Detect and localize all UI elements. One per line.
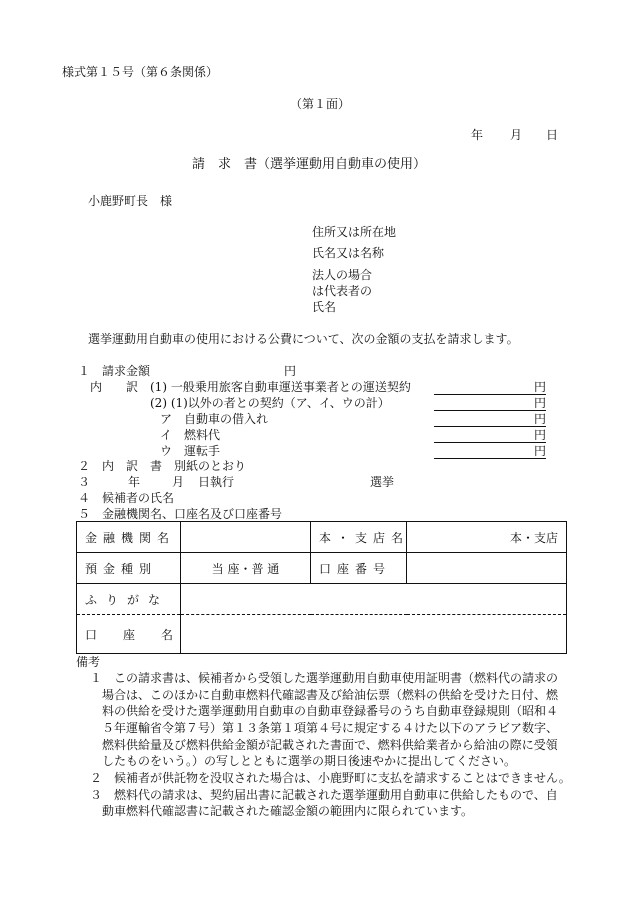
election-day: 日執行 [198,475,235,489]
remark-1-line: 場合は、このほかに自動車燃料代確認書及び給油伝票（燃料の供給を受けた日付、燃 [102,688,559,702]
account-name-label: 口座名 [77,615,181,654]
yen-unit-4: 円 [534,428,547,442]
amount-line-4 [434,442,546,443]
furigana-field[interactable] [181,584,567,615]
breakdown-fuel: イ 燃料代 [160,428,221,442]
claim-amount-yen: 円 [284,364,297,378]
deposit-type-field[interactable]: 当 座・普 通 [181,553,311,584]
yen-unit-3: 円 [534,412,547,426]
furigana-label: ふりがな [77,584,181,615]
breakdown-driver: ウ 運転手 [160,444,221,458]
remark-1-line: 料の供給を受けた選挙運動用自動車の自動車登録番号のうち自動車登録規則（昭和４ [102,704,559,718]
amount-line-5 [434,458,546,459]
claim-amount-label: １ 請求金額 [78,364,151,378]
yen-unit-1: 円 [534,380,547,394]
breakdown-label: 内 訳 [90,380,139,394]
document-title: 請 求 書（選挙運動用自動車の使用） [192,157,427,172]
branch-name-label: 本・支店名 [311,522,407,553]
remark-1-line: したものをいう。）の写しとともに選挙の期日後速やかに提出してください。 [102,754,517,768]
remarks-heading: 備考 [76,655,101,669]
bank-name-label: 金融機関名 [77,522,181,553]
corp-rep-label-1: 法人の場合 [312,268,373,282]
election-month: 月 [172,475,185,489]
remark-3-line: ３ 燃料代の請求は、契約届出書に記載された選挙運動用自動車に供給したもので、自 [90,788,558,802]
table-row [77,522,567,553]
breakdown-taxi: (1) 一般乗用旅客自動車運送事業者との運送契約 [150,380,411,394]
breakdown-other: (2) (1)以外の者との契約（ア、イ、ウの計） [150,396,390,410]
account-number-label: 口座番号 [311,553,407,584]
bank-name-field[interactable] [181,522,311,553]
candidate-name-item: ４ 候補者の氏名 [78,491,175,505]
amount-line-1 [434,394,546,395]
remark-1-line: ５年運輸省令第７号）第１３条第１項第４号に規定する４けた以下のアラビア数字、 [102,721,559,735]
date-day: 日 [546,128,559,142]
page-label: （第１面） [290,97,351,111]
bank-info-item: ５ 金融機関名、口座名及び口座番号 [78,507,283,521]
applicant-address-label: 住所又は所在地 [312,225,397,239]
table-row [77,584,567,615]
amount-line-2 [434,410,546,411]
remark-3-line: 動車燃料代確認書に記載された確認金額の範囲内に限られています。 [102,804,474,818]
addressee: 小鹿野町長 様 [88,194,173,208]
amount-line-3 [434,426,546,427]
date-year: 年 [471,128,484,142]
election-item-number: ３ [78,475,91,489]
corp-rep-label-2: は代表者の [312,284,373,298]
intro-text: 選挙運動用自動車の使用における公費について、次の金額の支払を請求します。 [88,332,519,346]
account-number-field[interactable] [407,553,567,584]
breakdown-sheet-item: ２ 内 訳 書 別紙のとおり [78,459,247,473]
corp-rep-label-3: 氏名 [312,300,337,314]
date-month: 月 [510,128,523,142]
applicant-name-label: 氏名又は名称 [312,246,385,260]
yen-unit-2: 円 [534,396,547,410]
table-row [77,615,567,654]
remark-1-line: １ この請求書は、候補者から受領した選挙運動用自動車使用証明書（燃料代の請求の [90,671,559,685]
breakdown-vehicle-rental: ア 自動車の借入れ [160,412,269,426]
remark-1-line: 燃料供給量及び燃料供給金額が記載された書面で、燃料供給業者から給油の際に受領 [102,738,558,752]
remark-2: ２ 候補者が供託物を没収された場合は、小鹿野町に支払を請求することはできません。 [90,771,571,785]
yen-unit-5: 円 [534,444,547,458]
table-row [77,553,567,584]
bank-account-table [76,521,567,654]
election-year: 年 [128,475,141,489]
branch-name-field[interactable]: 本・支店 [407,522,567,553]
form-number: 様式第１５号（第６条関係） [62,65,219,79]
deposit-type-label: 預金種別 [77,553,181,584]
account-name-field[interactable] [181,615,567,654]
election-label: 選挙 [370,475,395,489]
